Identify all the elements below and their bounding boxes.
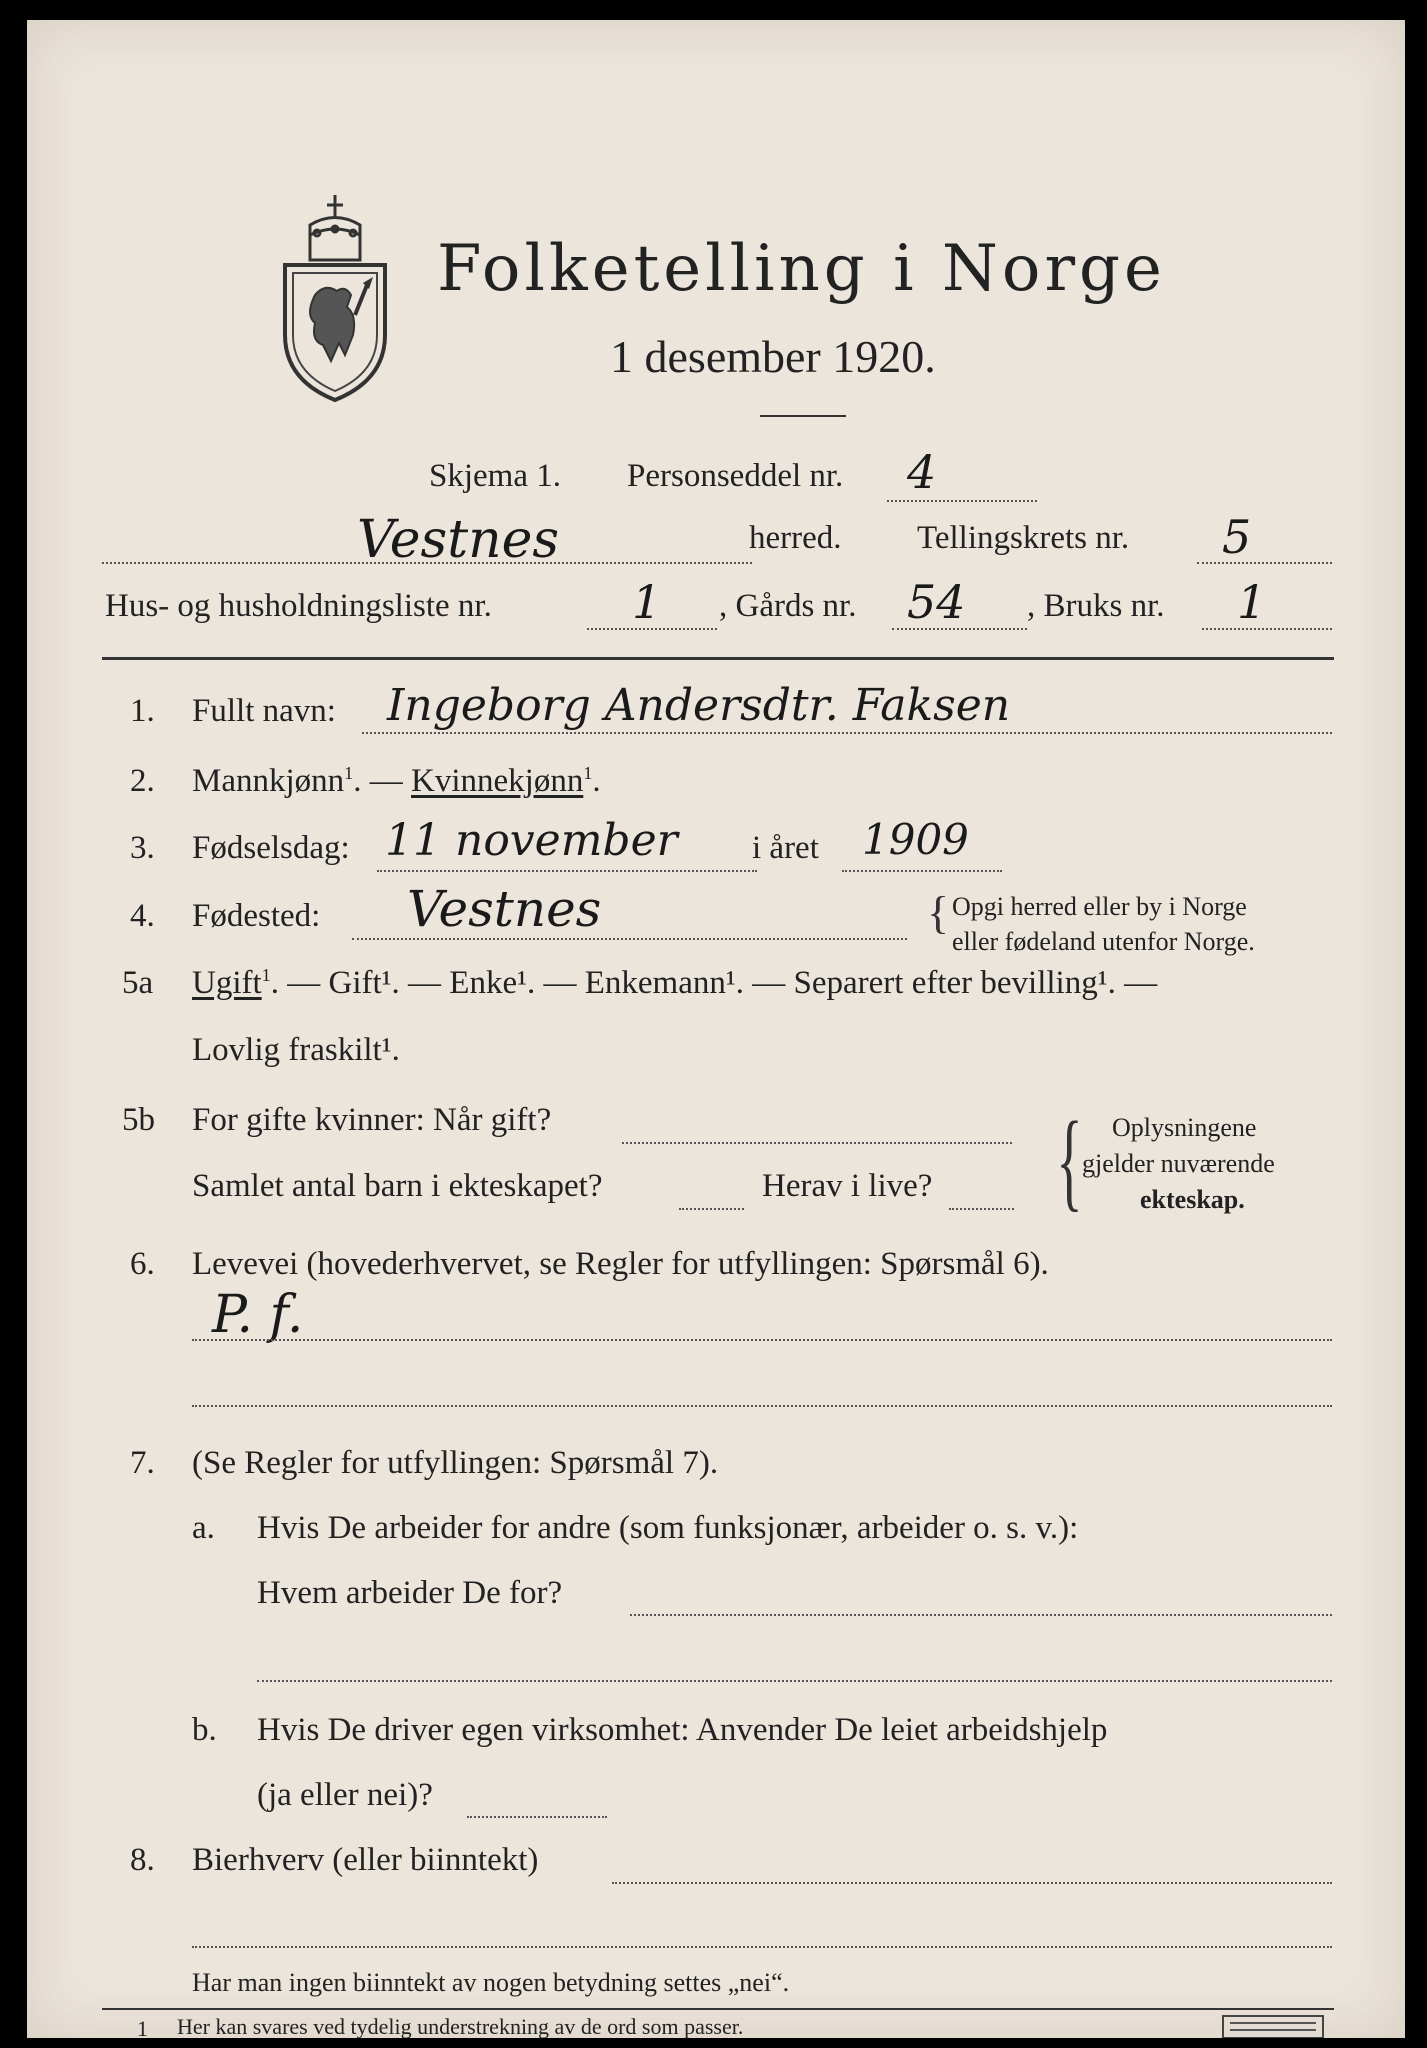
q7a-employer-label: Hvem arbeider De for? [257, 1575, 563, 1611]
option-lovlig-fraskilt[interactable]: Lovlig fraskilt¹. [192, 1032, 400, 1068]
children-alive-dots [949, 1208, 1014, 1210]
q4-label: Fødested: [192, 898, 321, 934]
q7b-label: Hvis De driver egen virksomhet: Anvender De leiet arbeidshjelp [257, 1712, 1108, 1748]
q4-note-line2: eller fødeland utenfor Norge. [952, 927, 1255, 956]
birthplace-dots [352, 938, 907, 940]
footer-rule [102, 2008, 1334, 2010]
option-mannkjonn[interactable]: Mannkjønn [192, 763, 345, 799]
q8-number: 8. [130, 1842, 155, 1878]
no-income-note: Har man ingen biinntekt av nogen betydning settes „nei“. [192, 1968, 790, 1997]
q5a-other-options[interactable]: . — Gift¹. — Enke¹. — Enkemann¹. — Separert efter bevilling¹. — [270, 965, 1158, 1001]
title-divider [760, 415, 846, 417]
q3-label: Fødselsdag: [192, 830, 350, 866]
form-title: Folketelling i Norge [437, 232, 1166, 306]
q5b-brace: { [1056, 1099, 1083, 1221]
q6-label: Levevei (hovederhvervet, se Regler for utfyllingen: Spørsmål 6). [192, 1246, 1049, 1282]
q7-number: 7. [130, 1445, 155, 1481]
husliste-label: Hus- og husholdningsliste nr. [105, 588, 492, 624]
q5a-number: 5a [122, 965, 154, 1001]
side-income-dots-1 [612, 1882, 1332, 1884]
tellingskrets-dots [1197, 562, 1332, 564]
employer-dots-2 [257, 1680, 1332, 1682]
census-form [27, 20, 1405, 2038]
personseddel-dots [887, 500, 1037, 502]
occupation-dots-2 [192, 1405, 1332, 1407]
skjema-label: Skjema 1. [429, 458, 561, 494]
tellingskrets-value[interactable]: 5 [1222, 510, 1252, 564]
q1-number: 1. [130, 693, 155, 729]
option-ugift[interactable]: Ugift [192, 965, 262, 1001]
coat-of-arms-icon [275, 165, 395, 405]
q4-note-line1: Opgi herred eller by i Norge [952, 892, 1247, 921]
q4-number: 4. [130, 898, 155, 934]
q2-options: Mannkjønn$^1$. — Kvinnekjønn$^1$. [192, 763, 601, 799]
footnote-text: Her kan svares ved tydelig understrekning av de ord som passer. [177, 2014, 744, 2038]
bruks-label: , Bruks nr. [1027, 588, 1165, 624]
gards-label: , Gårds nr. [719, 588, 857, 624]
census-date: 1 desember 1920. [610, 331, 936, 382]
q3-number: 3. [130, 830, 155, 866]
birthday-dots [377, 870, 757, 872]
header-rule [102, 657, 1334, 660]
husliste-value[interactable]: 1 [632, 575, 662, 629]
q5b-note-line3: ekteskap. [1140, 1185, 1245, 1214]
q1-label: Fullt navn: [192, 693, 336, 729]
occupation-dots-1 [192, 1339, 1332, 1341]
employer-dots-1 [630, 1614, 1332, 1616]
full-name-value[interactable]: Ingeborg Andersdtr. Faksen [387, 680, 1011, 731]
q6-number: 6. [130, 1246, 155, 1282]
q7a-number: a. [192, 1510, 215, 1546]
q5b-number: 5b [122, 1102, 155, 1138]
q5b-note-line1: Oplysningene [1112, 1113, 1257, 1142]
side-income-dots-2 [192, 1946, 1332, 1948]
q5a-options: Ugift$^1$. — Gift¹. — Enke¹. — Enkemann¹. — Separert efter bevilling¹. — [192, 965, 1158, 1001]
gards-value[interactable]: 54 [907, 575, 966, 629]
personseddel-label: Personseddel nr. [627, 458, 844, 494]
year-dots [842, 870, 1002, 872]
birth-year-value[interactable]: 1909 [862, 815, 969, 864]
q5b-note-line2: gjelder nuværende [1082, 1149, 1275, 1178]
q7b-yes-no-label: (ja eller nei)? [257, 1777, 433, 1813]
q2-number: 2. [130, 763, 155, 799]
birthplace-value[interactable]: Vestnes [407, 880, 602, 938]
q7b-number: b. [192, 1712, 217, 1748]
printer-stamp [1222, 2015, 1324, 2038]
q7a-label: Hvis De arbeider for andre (som funksjonær, arbeider o. s. v.): [257, 1510, 1079, 1546]
bruks-value[interactable]: 1 [1237, 575, 1267, 629]
hired-help-dots [467, 1816, 607, 1818]
bruks-dots [1202, 628, 1332, 630]
children-total-label: Samlet antal barn i ekteskapet? [192, 1168, 603, 1204]
option-kvinnekjonn[interactable]: Kvinnekjønn [411, 763, 584, 799]
footnote-number: 1 [137, 2016, 148, 2038]
q5b-married-when-label: For gifte kvinner: Når gift? [192, 1102, 552, 1138]
married-when-dots [622, 1142, 1012, 1144]
year-label: i året [752, 830, 819, 866]
q7-label: (Se Regler for utfyllingen: Spørsmål 7). [192, 1445, 719, 1481]
birthday-value[interactable]: 11 november [385, 815, 678, 866]
occupation-value[interactable]: P. f. [212, 1285, 304, 1345]
q1-dots [362, 732, 1332, 734]
tellingskrets-label: Tellingskrets nr. [917, 520, 1130, 556]
herred-label: herred. [749, 520, 842, 556]
q4-brace: { [927, 887, 950, 938]
children-total-dots [679, 1208, 744, 1210]
herred-value[interactable]: Vestnes [357, 510, 560, 570]
children-alive-label: Herav i live? [762, 1168, 933, 1204]
q8-label: Bierhverv (eller biinntekt) [192, 1842, 539, 1878]
personseddel-value[interactable]: 4 [907, 445, 937, 499]
